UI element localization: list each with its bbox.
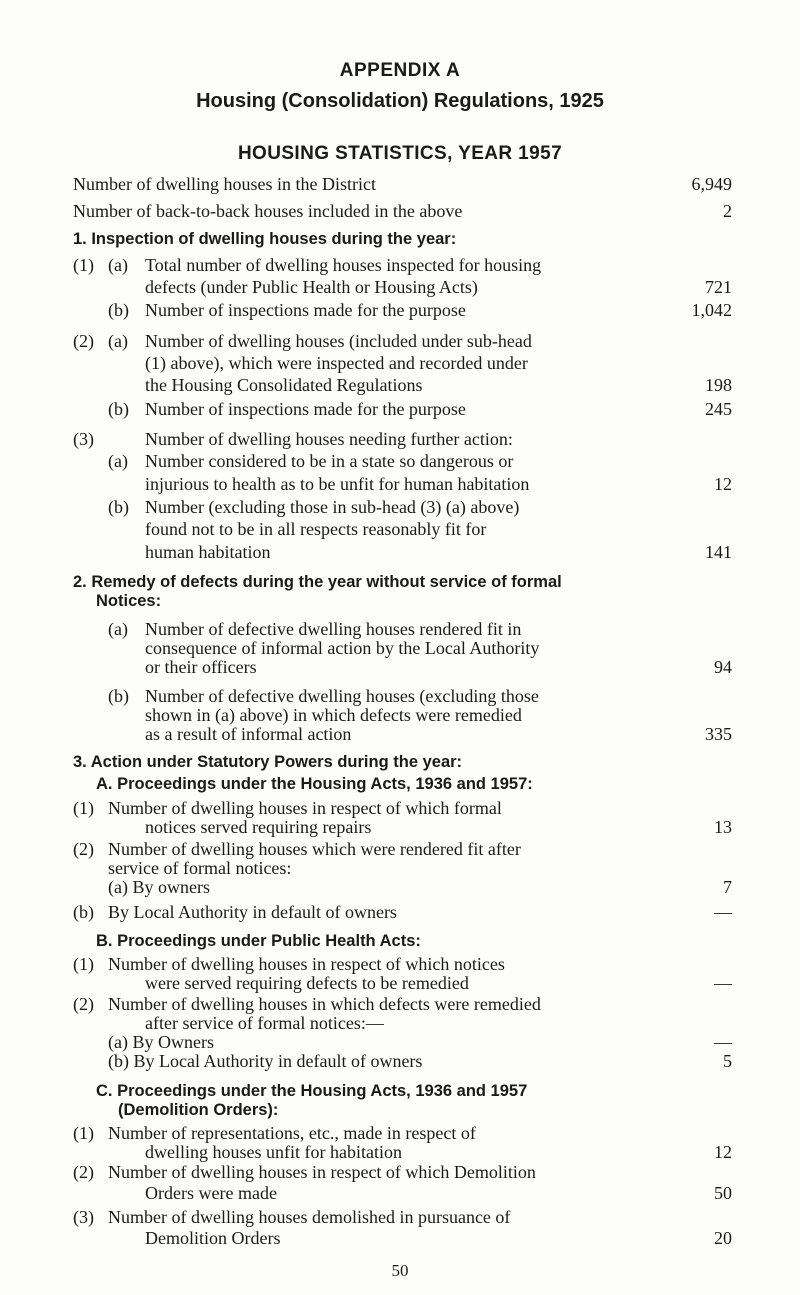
subsection-c-heading-cont: (Demolition Orders):: [118, 1101, 279, 1119]
item-text: service of formal notices:: [108, 858, 292, 878]
item-text: Number considered to be in a state so dangerous or: [145, 451, 514, 471]
item-3c3-cont: [0, 1227, 800, 1249]
row-label: Number of dwelling houses in the District: [73, 174, 376, 194]
item-text: Total number of dwelling houses inspected for housing: [145, 255, 542, 275]
item-3a2a: [0, 876, 800, 898]
appendix-heading: APPENDIX A: [339, 60, 461, 81]
item-text: Number of representations, etc., made in respect of: [108, 1123, 476, 1143]
item-text: Number (excluding those in sub-head (3) (a) above): [145, 497, 520, 517]
item-sub: (a): [108, 255, 128, 275]
row-value: 5: [723, 1051, 732, 1071]
item-2-a-cont: [0, 656, 800, 678]
item-text: defects (under Public Health or Housing Acts): [145, 277, 478, 297]
item-text: (a) By Owners: [108, 1032, 214, 1052]
item-number: (1): [73, 255, 94, 275]
item-text: Number of inspections made for the purpose: [145, 399, 466, 419]
item-3: [0, 428, 800, 450]
item-number: (2): [73, 839, 94, 859]
item-number: (1): [73, 1123, 94, 1143]
item-3a-cont: [0, 473, 800, 495]
row-label: Number of back-to-back houses included in the above: [73, 201, 463, 221]
item-text: By Local Authority in default of owners: [108, 902, 397, 922]
row-value: 94: [714, 657, 732, 677]
item-text: Number of inspections made for the purpose: [145, 300, 466, 320]
item-2a: [0, 330, 800, 352]
item-text: (a) By owners: [108, 877, 210, 897]
item-text: human habitation: [145, 542, 271, 562]
item-text: shown in (a) above) in which defects were remedied: [145, 705, 522, 725]
item-text: Demolition Orders: [145, 1228, 281, 1248]
item-text: found not to be in all respects reasonably fit for: [145, 519, 487, 539]
row-value: —: [714, 973, 732, 993]
item-sub: (a): [108, 619, 128, 639]
item-sub: (b): [108, 300, 129, 320]
item-sub: (a): [108, 331, 128, 351]
item-text: Number of dwelling houses (included under sub-head: [145, 331, 532, 351]
row-value: 141: [705, 542, 732, 562]
row-value: 12: [714, 474, 732, 494]
item-1a-cont: [0, 276, 800, 298]
item-3b: [0, 496, 800, 518]
item-text: (1) above), which were inspected and recorded under: [145, 353, 528, 373]
item-text: the Housing Consolidated Regulations: [145, 375, 423, 395]
item-text: Number of dwelling houses demolished in pursuance of: [108, 1207, 511, 1227]
subsection-b-heading: B. Proceedings under Public Health Acts:: [96, 932, 421, 950]
row-value: 12: [714, 1142, 732, 1162]
section-3-heading: 3. Action under Statutory Powers during the year:: [73, 753, 463, 771]
stat-row-back-to-back: [0, 200, 800, 222]
item-text: after service of formal notices:—: [145, 1013, 384, 1033]
stat-row-dwelling-houses: [0, 173, 800, 195]
item-text: Number of defective dwelling houses (excluding those: [145, 686, 539, 706]
item-text: dwelling houses unfit for habitation: [145, 1142, 402, 1162]
item-number: (3): [73, 429, 94, 449]
statistics-title: HOUSING STATISTICS, YEAR 1957: [237, 143, 563, 164]
item-3b-cont: [0, 518, 800, 540]
item-3b1-cont: [0, 972, 800, 994]
item-sub: (a): [108, 451, 128, 471]
item-sub: (b): [73, 902, 94, 922]
item-text: injurious to health as to be unfit for human habitation: [145, 474, 530, 494]
item-3b-cont: [0, 541, 800, 563]
regulations-subtitle: Housing (Consolidation) Regulations, 1925: [196, 90, 604, 112]
item-text: notices served requiring repairs: [145, 817, 372, 837]
row-value: 13: [714, 817, 732, 837]
item-text: (b) By Local Authority in default of owners: [108, 1051, 423, 1071]
row-value: 2: [723, 201, 732, 221]
section-1-heading: 1. Inspection of dwelling houses during the year:: [73, 230, 457, 248]
row-value: 50: [714, 1183, 732, 1203]
item-text: as a result of informal action: [145, 724, 352, 744]
item-text: Number of dwelling houses which were rendered fit after: [108, 839, 521, 859]
row-value: 20: [714, 1228, 732, 1248]
section-2-heading: 2. Remedy of defects during the year without service of formal: [73, 573, 562, 591]
item-number: (2): [73, 994, 94, 1014]
item-text: Number of dwelling houses in respect of which formal: [108, 798, 502, 818]
item-2-b-cont: [0, 723, 800, 745]
item-text: Number of defective dwelling houses rendered fit in: [145, 619, 522, 639]
item-3c2: [0, 1161, 800, 1183]
item-number: (1): [73, 798, 94, 818]
item-text: consequence of informal action by the Local Authority: [145, 638, 540, 658]
row-value: 721: [705, 277, 732, 297]
item-sub: (b): [108, 497, 129, 517]
row-value: —: [714, 902, 732, 922]
row-value: —: [714, 1032, 732, 1052]
item-text: or their officers: [145, 657, 257, 677]
item-number: (1): [73, 954, 94, 974]
item-3b2b: [0, 1050, 800, 1072]
item-number: (2): [73, 1162, 94, 1182]
item-text: Number of dwelling houses in respect of which notices: [108, 954, 505, 974]
row-value: 198: [705, 375, 732, 395]
row-value: 7: [723, 877, 732, 897]
subsection-c-heading: C. Proceedings under the Housing Acts, 1936 and 1957: [96, 1082, 528, 1100]
item-text: Number of dwelling houses in which defects were remedied: [108, 994, 541, 1014]
item-3a: [0, 450, 800, 472]
item-text: Number of dwelling houses in respect of which Demolition: [108, 1162, 536, 1182]
section-2-heading-cont: Notices:: [96, 592, 162, 610]
item-1b: [0, 299, 800, 321]
item-3a1-cont: [0, 816, 800, 838]
item-3c2-cont: [0, 1182, 800, 1204]
row-value: 245: [705, 399, 732, 419]
item-text: Orders were made: [145, 1183, 277, 1203]
item-text: were served requiring defects to be remedied: [145, 973, 469, 993]
item-2a-cont: [0, 352, 800, 374]
row-value: 335: [705, 724, 732, 744]
item-text: Number of dwelling houses needing further action:: [145, 429, 513, 449]
item-sub: (b): [108, 399, 129, 419]
item-3a2b: [0, 901, 800, 923]
row-value: 6,949: [691, 174, 732, 194]
subsection-a-heading: A. Proceedings under the Housing Acts, 1936 and 1957:: [96, 775, 533, 793]
row-value: 1,042: [691, 300, 732, 320]
item-sub: (b): [108, 686, 129, 706]
item-1a: [0, 254, 800, 276]
item-2a-cont: [0, 374, 800, 396]
item-3c3: [0, 1206, 800, 1228]
item-2b: [0, 398, 800, 420]
item-number: (3): [73, 1207, 94, 1227]
item-3c1-cont: [0, 1141, 800, 1163]
item-number: (2): [73, 331, 94, 351]
page-number: 50: [391, 1261, 409, 1280]
